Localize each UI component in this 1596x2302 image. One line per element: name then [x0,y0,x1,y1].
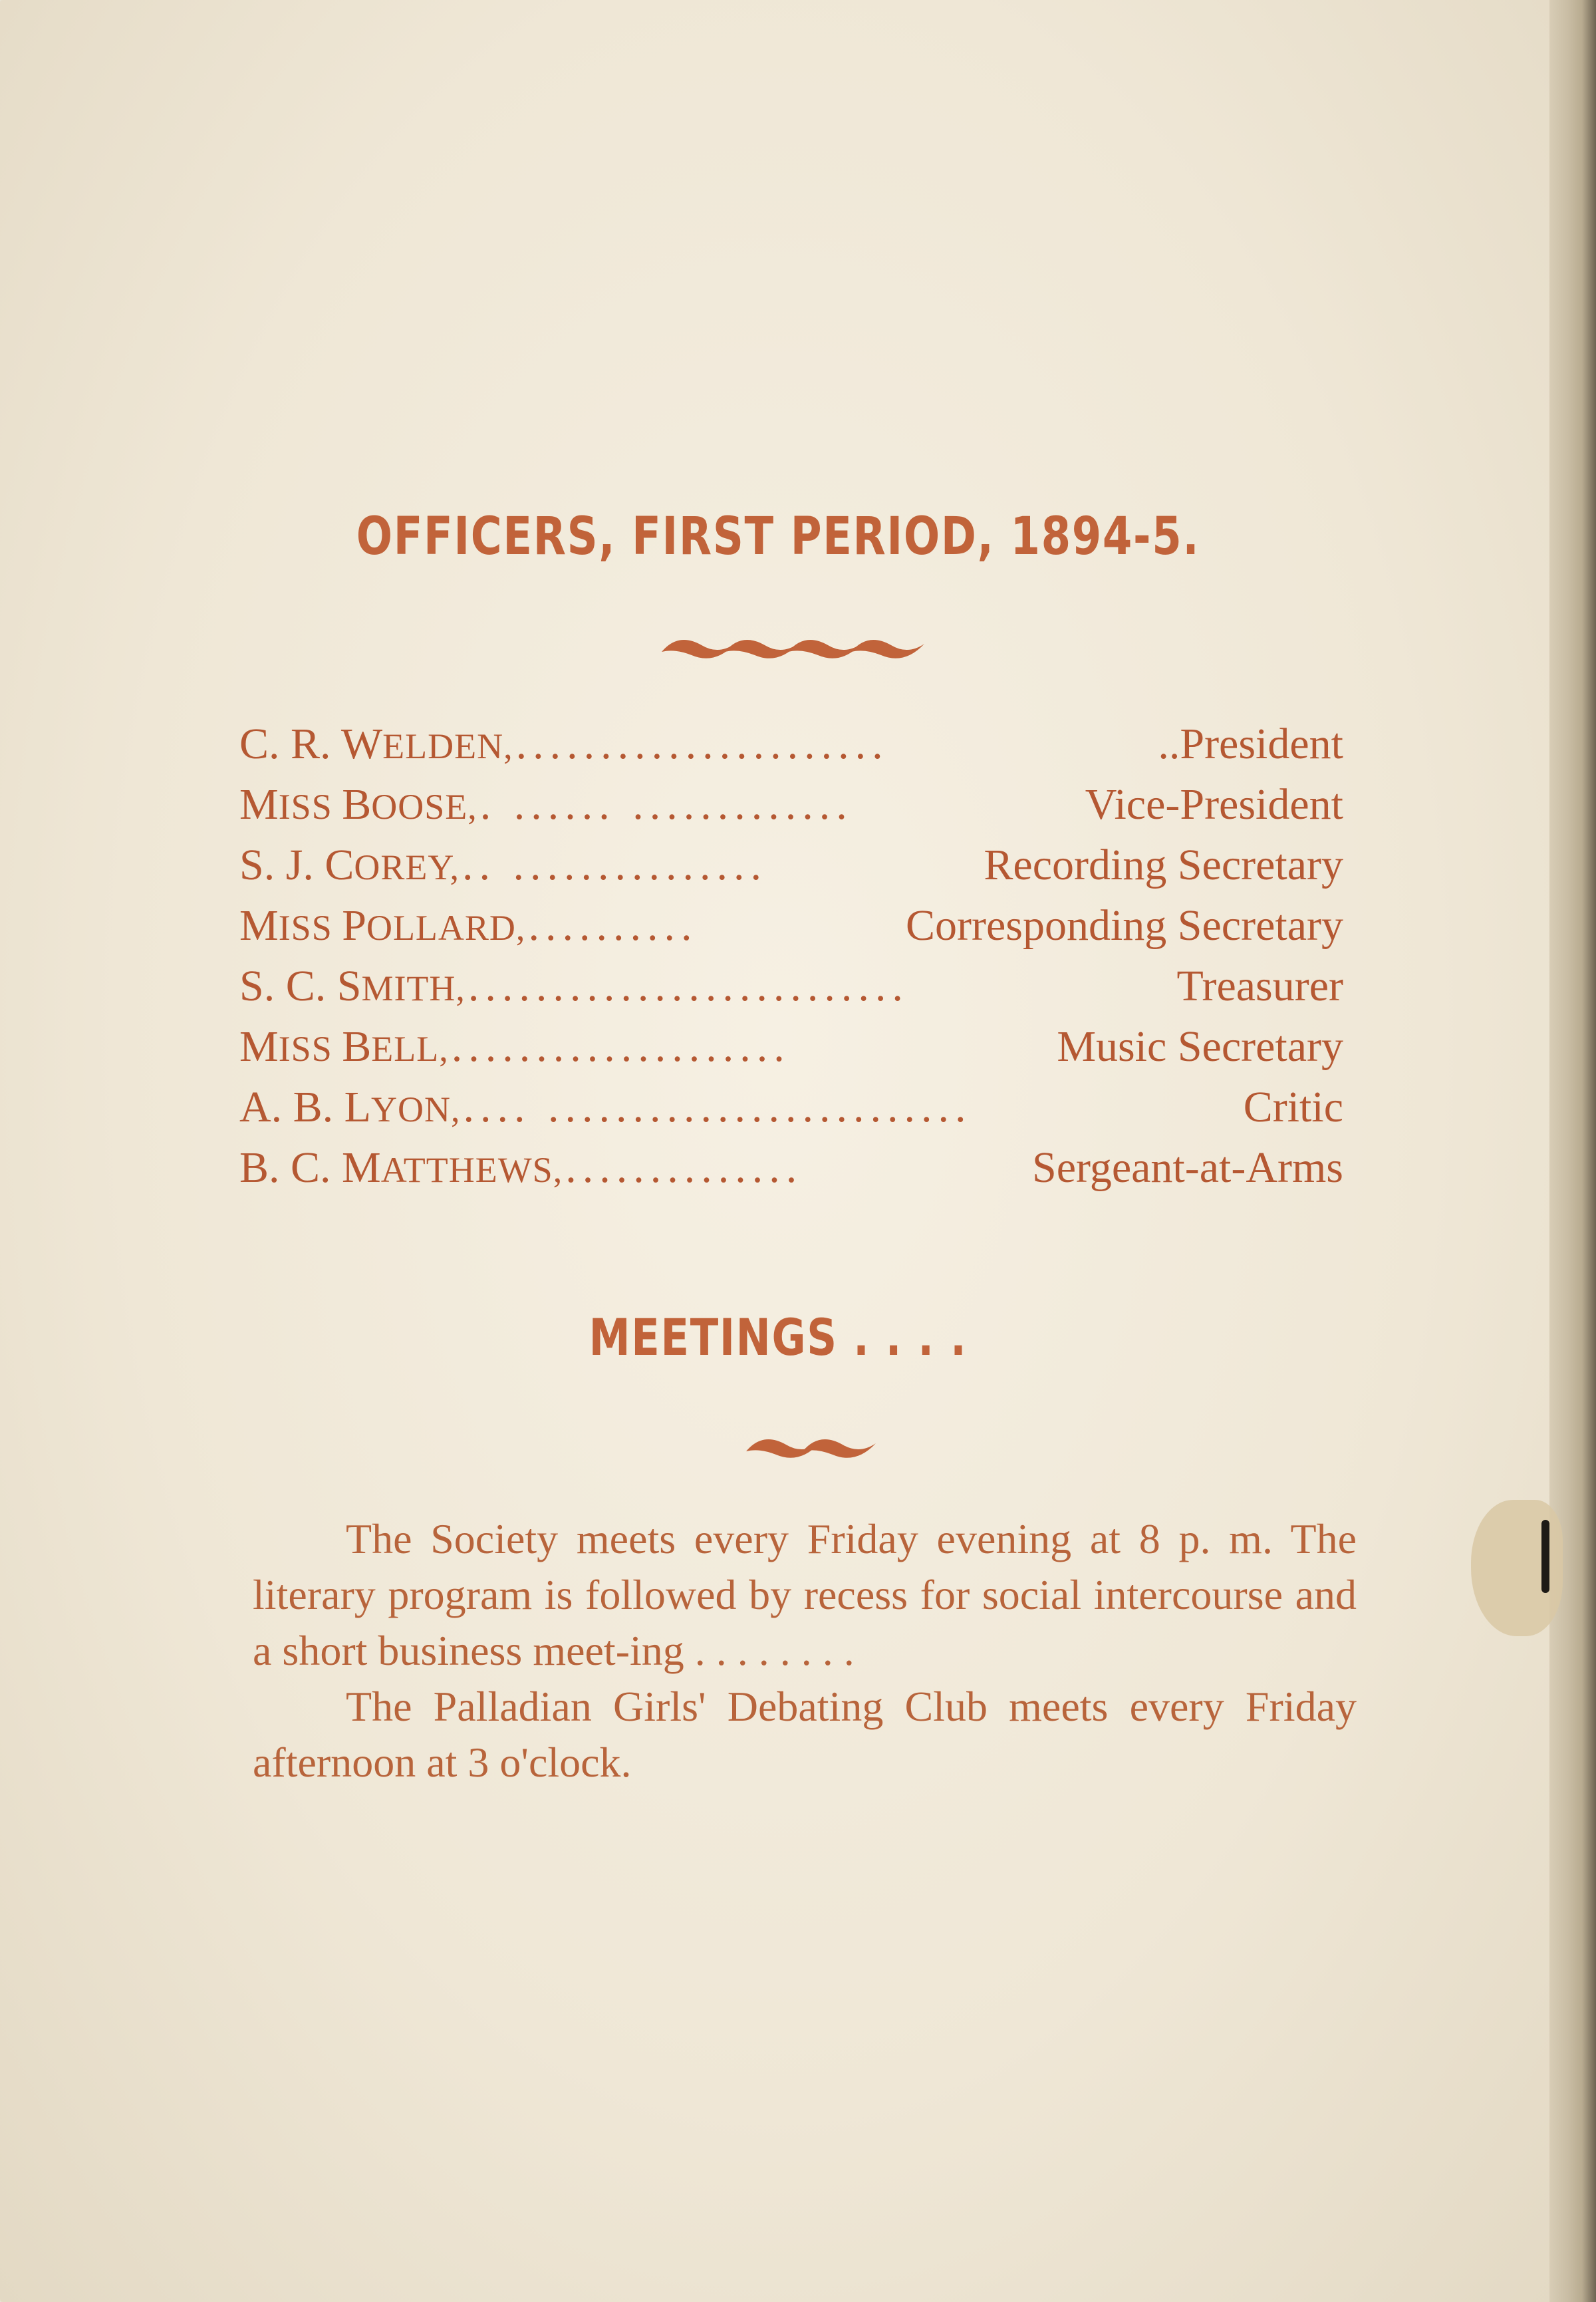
officer-role: Sergeant-at-Arms [1032,1143,1343,1192]
officer-role: Music Secretary [1057,1022,1343,1071]
officer-row [239,897,1343,957]
leader-dots: .... ......................... [463,1083,972,1131]
officer-row [239,1078,1343,1139]
meetings-paragraph-1: The Society meets every Friday evening at 8 p. m. The literary program is followed by recess for social intercourse and a short business meet-ing . . . . . . . . [253,1515,1357,1674]
leader-dots: .. ............... [462,841,767,889]
officer-row [239,1018,1343,1078]
officer-role: Corresponding Secretary [906,901,1343,950]
officer-row [239,776,1343,836]
book-spine [1549,0,1596,2302]
officer-name: B. C. MATTHEWS, [239,1143,563,1192]
officer-name: MISS BOOSE, [239,780,477,829]
officer-role: Recording Secretary [984,841,1343,889]
officer-name: C. R. WELDEN, [239,720,513,768]
leader-dots: .......................... [467,962,909,1010]
officer-role: Vice-President [1085,780,1343,829]
officer-name: S. J. COREY, [239,841,460,889]
officer-role: ..President [1158,720,1343,768]
officer-name: MISS POLLARD, [239,901,526,950]
leader-dots: . ...... ............. [479,780,853,829]
leader-dots: .......... [528,901,698,950]
officer-row [239,1139,1343,1199]
officers-list [239,715,1343,1199]
binding-mark [1541,1520,1549,1593]
leader-dots: .............. [565,1143,803,1192]
officer-name: MISS BELL, [239,1022,449,1071]
officer-row [239,715,1343,776]
leader-dots: ...................... [515,720,889,768]
meetings-text [253,1511,1357,1791]
officer-row [239,957,1343,1018]
meetings-paragraph-2: The Palladian Girls' Debating Club meets every Friday afternoon at 3 o'clock. [253,1683,1357,1786]
officer-name: A. B. LYON, [239,1083,461,1131]
leader-dots: .................... [451,1022,791,1071]
wave-ornament-icon [655,625,934,672]
officer-role: Critic [1243,1083,1343,1131]
officer-name: S. C. SMITH, [239,962,466,1010]
wave-ornament-small-icon [739,1425,879,1471]
officer-row [239,836,1343,897]
officer-role: Treasurer [1176,962,1343,1010]
meetings-heading: MEETINGS . . . . [589,1308,968,1367]
officers-heading: OFFICERS, FIRST PERIOD, 1894-5. [356,507,1200,567]
